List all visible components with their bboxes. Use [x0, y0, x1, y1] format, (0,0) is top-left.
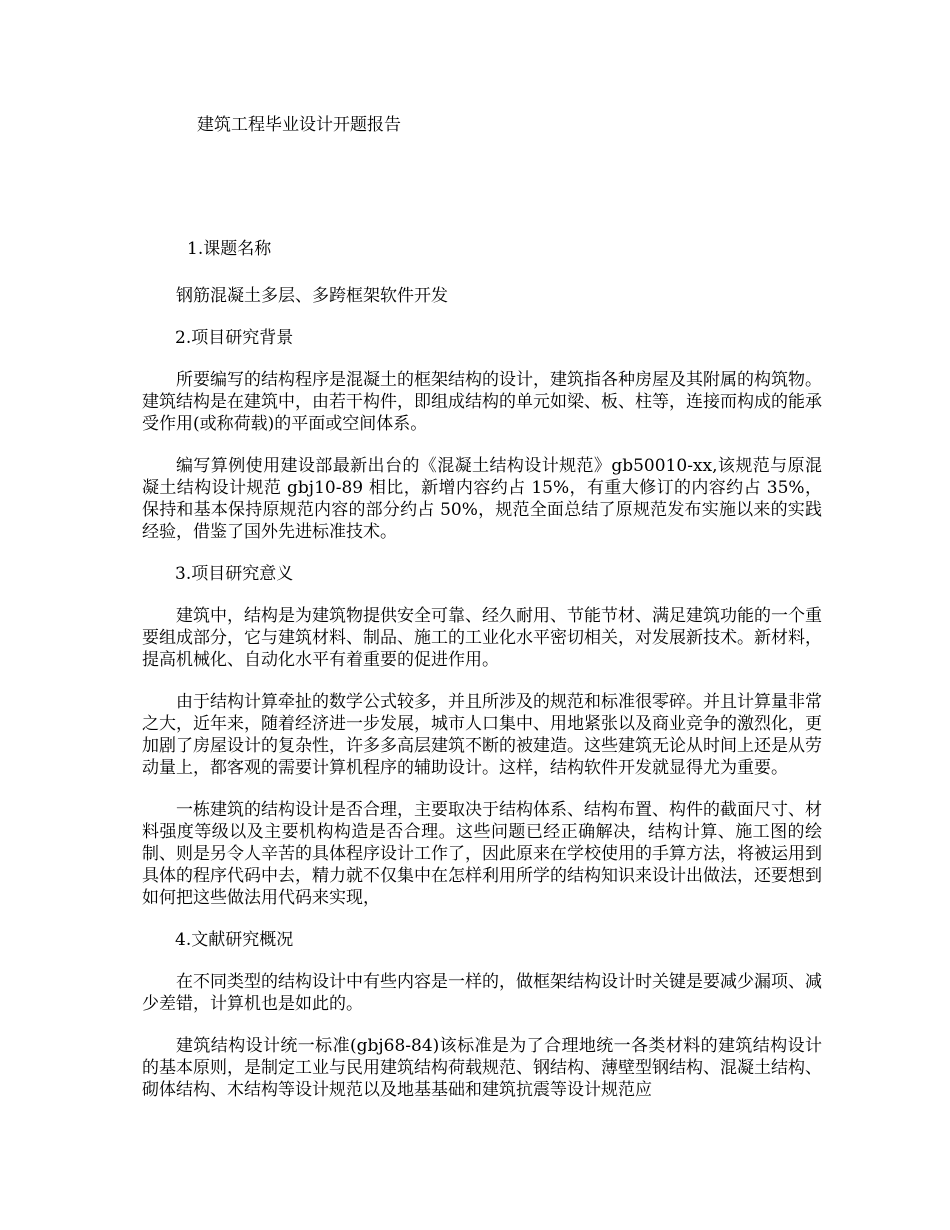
document-body — [142, 238, 822, 1121]
section-heading-4: 4.文献研究概况 — [175, 930, 294, 950]
section-4-paragraph-2: 建筑结构设计统一标准(gbj68-84)该标准是为了合理地统一各类材料的建筑结构设计的基本原则，是制定工业与民用建筑结构荷载规范、钢结构、薄壁型钢结构、混凝土结构、砌体结构、木结构等设计规范以及地基基础和建筑抗震等设计规范应 — [142, 1036, 822, 1100]
section-2-paragraph-1: 所要编写的结构程序是混凝土的框架结构的设计，建筑指各种房屋及其附属的构筑物。建筑结构是在建筑中，由若干构件，即组成结构的单元如梁、板、柱等，连接而构成的能承受作用(或称荷载)的平面或空间体系。 — [142, 370, 822, 434]
document-title: 建筑工程毕业设计开题报告 — [197, 115, 401, 135]
section-3-paragraph-1: 建筑中，结构是为建筑物提供安全可靠、经久耐用、节能节材、满足建筑功能的一个重要组成部分，它与建筑材料、制品、施工的工业化水平密切相关，对发展新技术。新材料，提高机械化、自动化水平有着重要的促进作用。 — [142, 606, 822, 670]
section-heading-1: 1.课题名称 — [187, 239, 272, 259]
section-4-paragraph-1: 在不同类型的结构设计中有些内容是一样的，做框架结构设计时关键是要减少漏项、减少差错，计算机也是如此的。 — [142, 972, 822, 1014]
section-1-paragraph-1: 钢筋混凝土多层、多跨框架软件开发 — [176, 286, 448, 306]
section-3-paragraph-2: 由于结构计算牵扯的数学公式较多，并且所涉及的规范和标准很零碎。并且计算量非常之大，近年来，随着经济进一步发展，城市人口集中、用地紧张以及商业竞争的激烈化，更加剧了房屋设计的复杂性，许多多高层建筑不断的被建造。这些建筑无论从时间上还是从劳动量上，都客观的需要计算机程序的辅助设计。这样，结构软件开发就显得尤为重要。 — [142, 692, 822, 778]
section-2-paragraph-2: 编写算例使用建设部最新出台的《混凝土结构设计规范》gb50010-xx,该规范与原混凝土结构设计规范 gbj10-89 相比，新增内容约占 15%，有重大修订的内容约占 35%，保持和基本保持原规范内容的部分约占 50%，规范全面总结了原规范发布实施以来的实践经验，借鉴了国外先进标准技术。 — [142, 456, 822, 542]
section-heading-3: 3.项目研究意义 — [175, 564, 294, 584]
section-heading-2: 2.项目研究背景 — [175, 328, 294, 348]
section-3-paragraph-3: 一栋建筑的结构设计是否合理，主要取决于结构体系、结构布置、构件的截面尺寸、材料强度等级以及主要机构构造是否合理。这些问题已经正确解决，结构计算、施工图的绘制、则是另令人辛苦的具体程序设计工作了，因此原来在学校使用的手算方法，将被运用到具体的程序代码中去，精力就不仅集中在怎样利用所学的结构知识来设计出做法，还要想到如何把这些做法用代码来实现， — [142, 800, 822, 908]
